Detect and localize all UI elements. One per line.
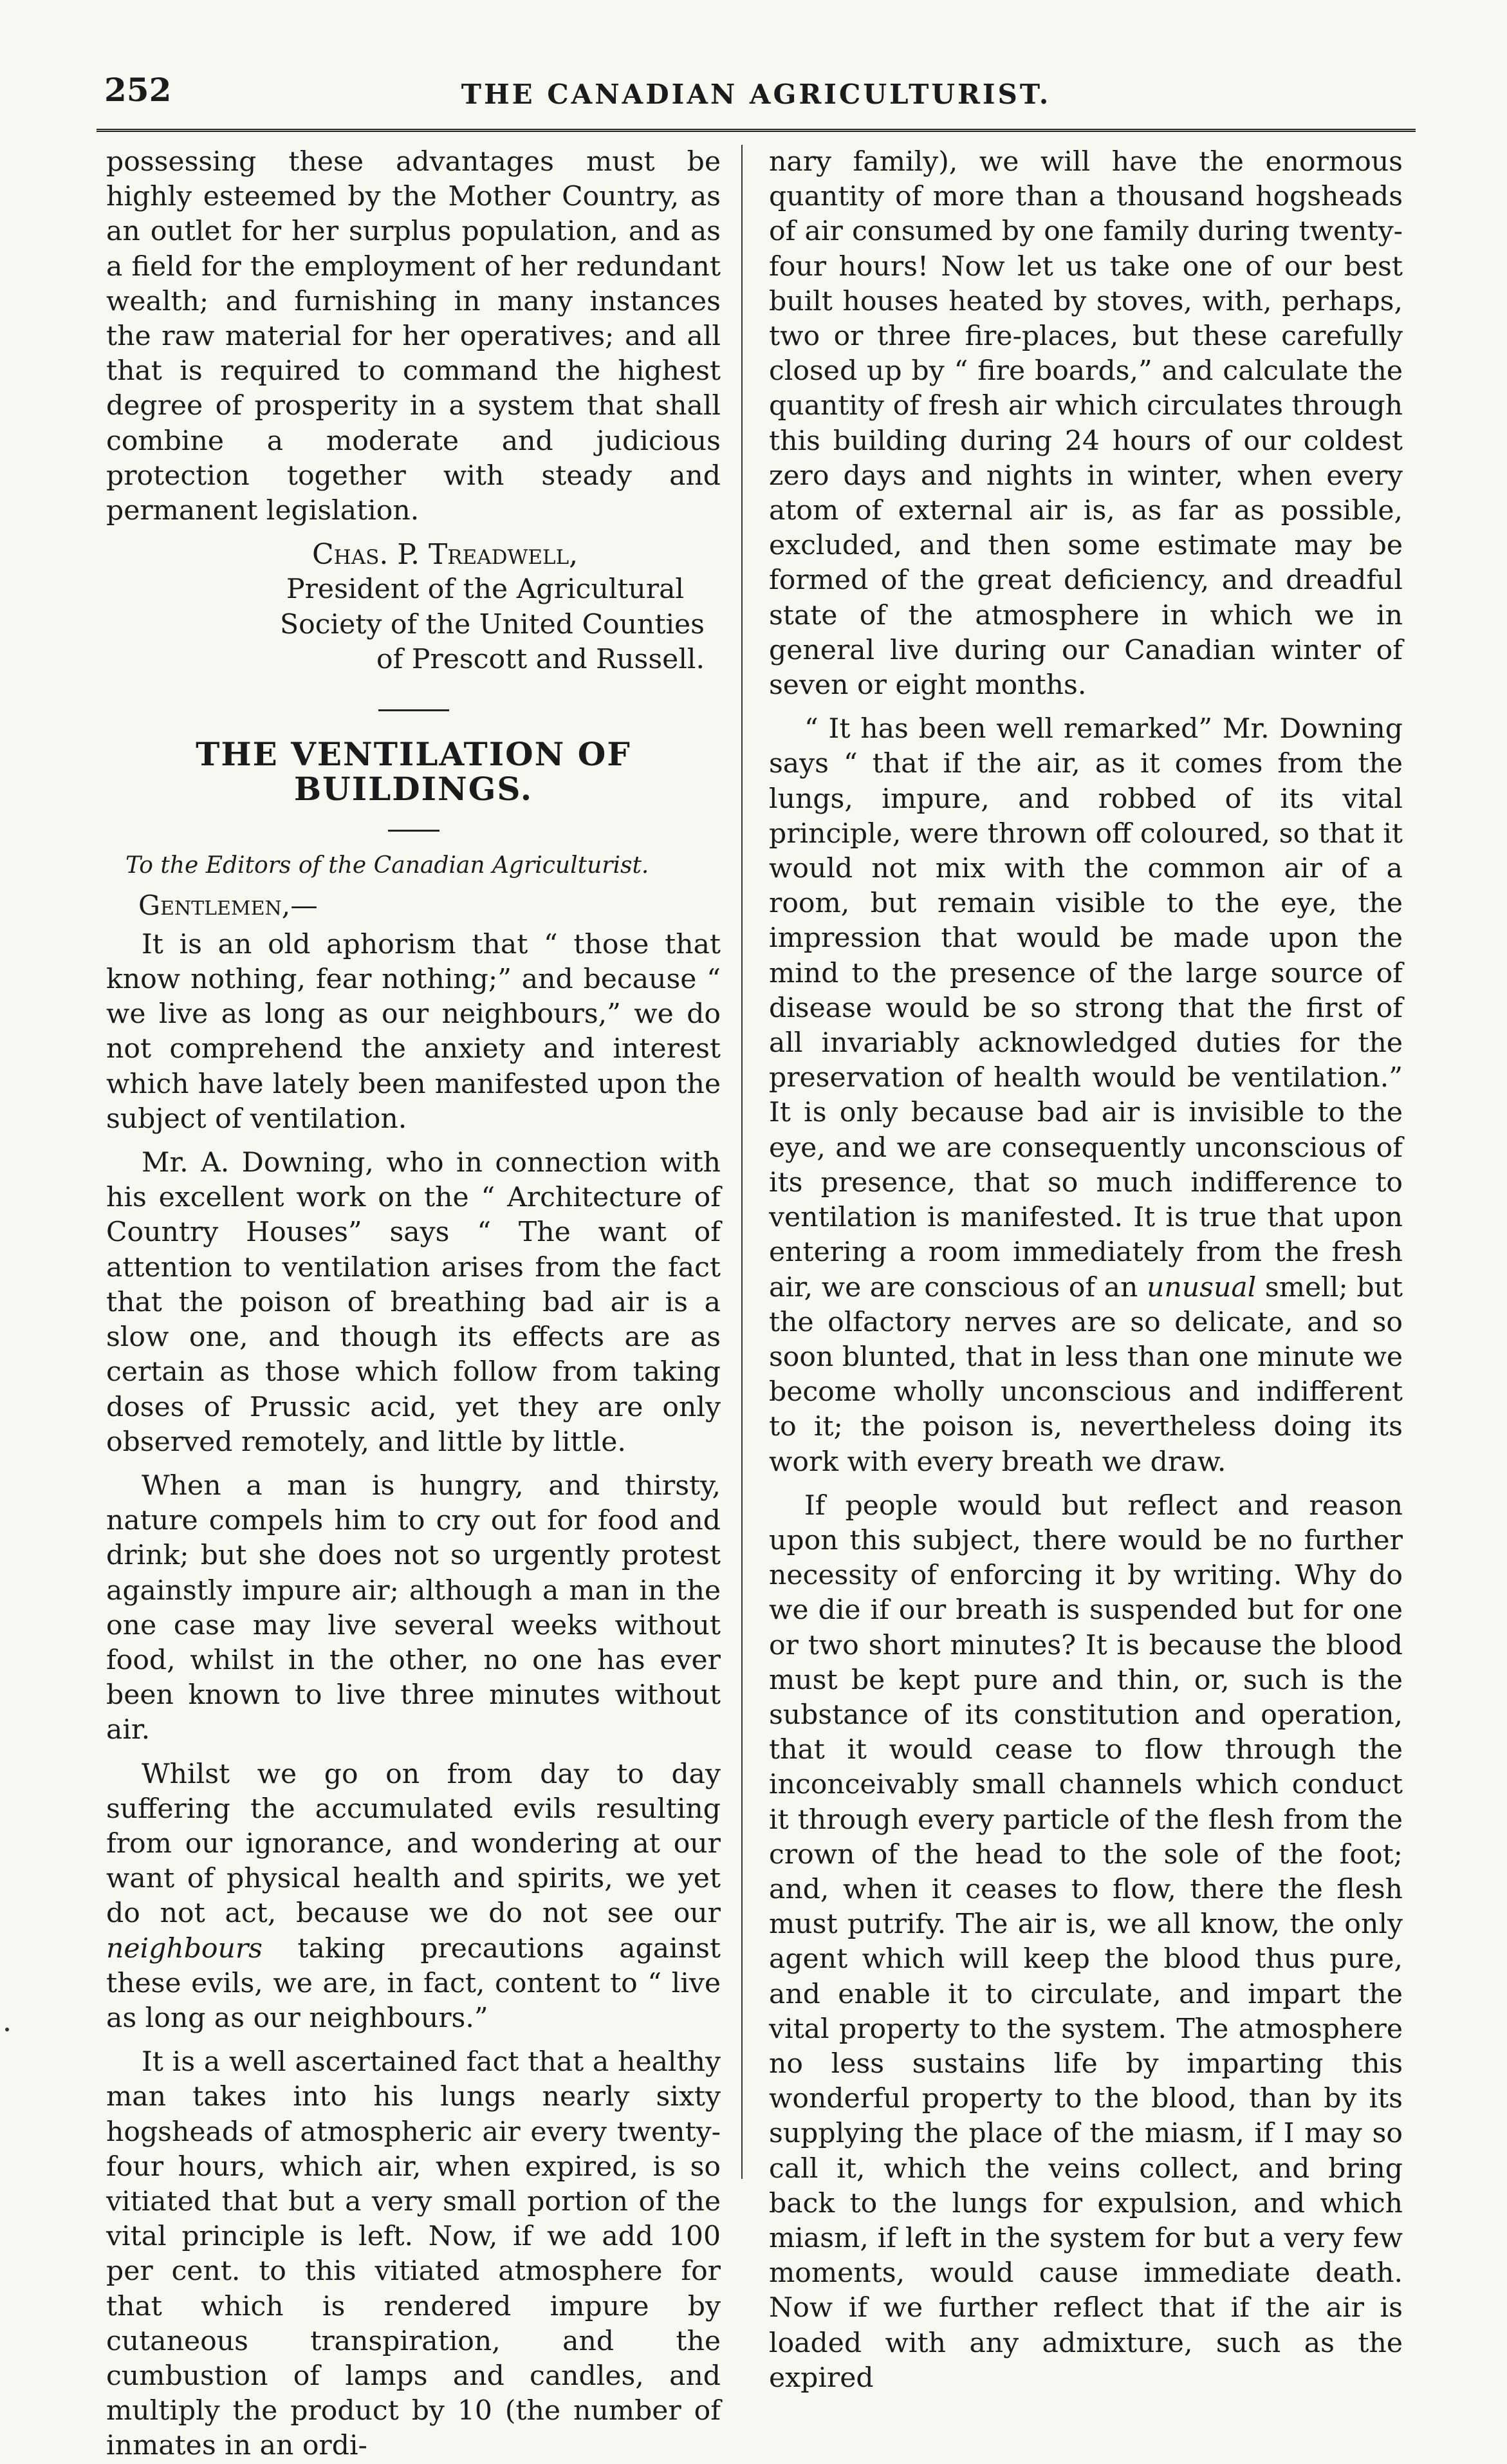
text-run: smell; but the olfactory nerves are so delicate, and so soon blunted, that in less than one minute we become wholly unconscious and indifferent to it; the poison is, nevertheless doing its work with every breath we draw. xyxy=(769,1271,1403,1478)
signature-title-line: President of the Agricultural xyxy=(286,574,684,606)
salutation: Gentlemen,— xyxy=(138,890,318,922)
section-divider xyxy=(378,709,449,711)
intro-paragraph: possessing these advantages must be highly esteemed by the Mother Country, as an outlet for her surplus population, and as a field for the employment of her redundant wealth; and furnishing in many instances the raw material for her operatives; and all that is required to command the highest degree of prosperity in a system that shall combine a moderate and judicious protection together with steady and permanent legislation. xyxy=(106,146,721,527)
page-number: 252 xyxy=(104,71,172,109)
title-divider xyxy=(388,830,439,832)
signature-title-line: of Prescott and Russell. xyxy=(376,643,705,675)
running-title: THE CANADIAN AGRICULTURIST. xyxy=(461,79,1051,110)
page-header xyxy=(97,71,1416,132)
body-paragraph: Mr. A. Downing, who in connection with his excellent work on the “ Architecture of Country Houses” says “ The want of attention to ventilation arises from the fact that the poison of breathing bad air is a slow one, and though its effects are as certain as those which follow from taking doses of Prussic acid, yet they are only observed remotely, and little by little. xyxy=(106,1147,721,1458)
article-title: THE VENTILATION OF BUILDINGS. xyxy=(196,735,631,808)
signature-block xyxy=(106,537,721,677)
body-paragraph: It is an old aphorism that “ those that know nothing, fear nothing;” and because “ we live as long as our neighbours,” we do not comprehend the anxiety and interest which have lately been manifested upon the subject of ventilation. xyxy=(106,928,721,1135)
signature-name: Chas. P. Treadwell, xyxy=(312,538,578,572)
signature-title-line: Society of the United Counties xyxy=(280,608,705,640)
text-run: “ It has been well remarked” Mr. Downing says “ that if the air, as it comes from the lungs, impure, and robbed of its vital principle, were thrown off coloured, so that it would not mix with the common air of a room, but remain visible to the eye, the impression that would be made upon the mind to the presence of the large source of disease would be so strong that the first of all invariably acknowledged duties for the preservation of health would be ventilation.” It is only because bad air is invisible to the eye, and we are consequently unconscious of its presence, that so much indifference to ventilation is manifested. It is true that upon entering a room immediately from the fresh air, we are conscious of an xyxy=(769,713,1403,1303)
emphasis-text: unusual xyxy=(1147,1271,1257,1303)
left-column xyxy=(106,145,721,2462)
text-run: Whilst we go on from day to day suffering the accumulated evils resulting from our ignorance, and wondering at our want of physical health and spirits, we yet do not act, because we do not see our xyxy=(106,1758,721,1930)
body-paragraph xyxy=(769,712,1403,1479)
body-paragraph xyxy=(106,1757,721,2037)
body-paragraph: It is a well ascertained fact that a healthy man takes into his lungs nearly sixty hogsheads of atmospheric air every twenty-four hours, which air, when expired, is so vitiated that but a very small portion of the vital principle is left. Now, if we add 100 per cent. to this vitiated atmosphere for that which is rendered impure by cutaneous transpiration, and the cumbustion of lamps and candles, and multiply the product by 10 (the number of inmates in an ordi- xyxy=(106,2046,721,2462)
body-paragraph: If people would but reflect and reason upon this subject, there would be no further necessity of enforcing it by writing. Why do we die if our breath is suspended but for one or two short minutes? It is because the blood must be kept pure and thin, or, such is the substance of its constitution and operation, that it would cease to flow through the inconceivably small channels which conduct it through every particle of the flesh from the crown of the head to the sole of the foot; and, when it ceases to flow, there the flesh must putrify. The air is, we all know, the only agent which will keep the blood thus pure, and enable it to circulate, and impart the vital property to the system. The atmosphere no less sustains life by imparting this wonderful property to the blood, than by its supplying the place of the miasm, if I may so call it, which the veins collect, and bring back to the lungs for expulsion, and which miasm, if left in the system for but a very few moments, would cause immediate death. Now if we further reflect that if the air is loaded with any admixture, such as the expired xyxy=(769,1489,1403,2394)
margin-speck xyxy=(5,2028,9,2031)
right-column xyxy=(769,145,1403,2394)
column-divider xyxy=(741,145,743,2179)
body-paragraph: When a man is hungry, and thirsty, nature compels him to cry out for food and drink; but she does not so urgently protest againstly impure air; although a man in the one case may live several weeks without food, whilst in the other, no one has ever been known to live three minutes without air. xyxy=(106,1470,721,1746)
emphasis-text: neighbours xyxy=(106,1932,263,1965)
addressee-line: To the Editors of the Canadian Agriculturist. xyxy=(125,852,649,879)
body-paragraph: nary family), we will have the enormous quantity of more than a thousand hogsheads of air consumed by one family during twenty-four hours! Now let us take one of our best built houses heated by stoves, with, perhaps, two or three fire-places, but these carefully closed up by “ fire boards,” and calculate the quantity of fresh air which circulates through this building during 24 hours of our coldest zero days and nights in winter, when every atom of external air is, as far as possible, excluded, and then some estimate may be formed of the great deficiency, and dreadful state of the atmosphere in which we in general live during our Canadian winter of seven or eight months. xyxy=(769,146,1403,702)
text-run: taking precautions against these evils, we are, in fact, content to “ live as long as our neighbours.” xyxy=(106,1932,721,2034)
